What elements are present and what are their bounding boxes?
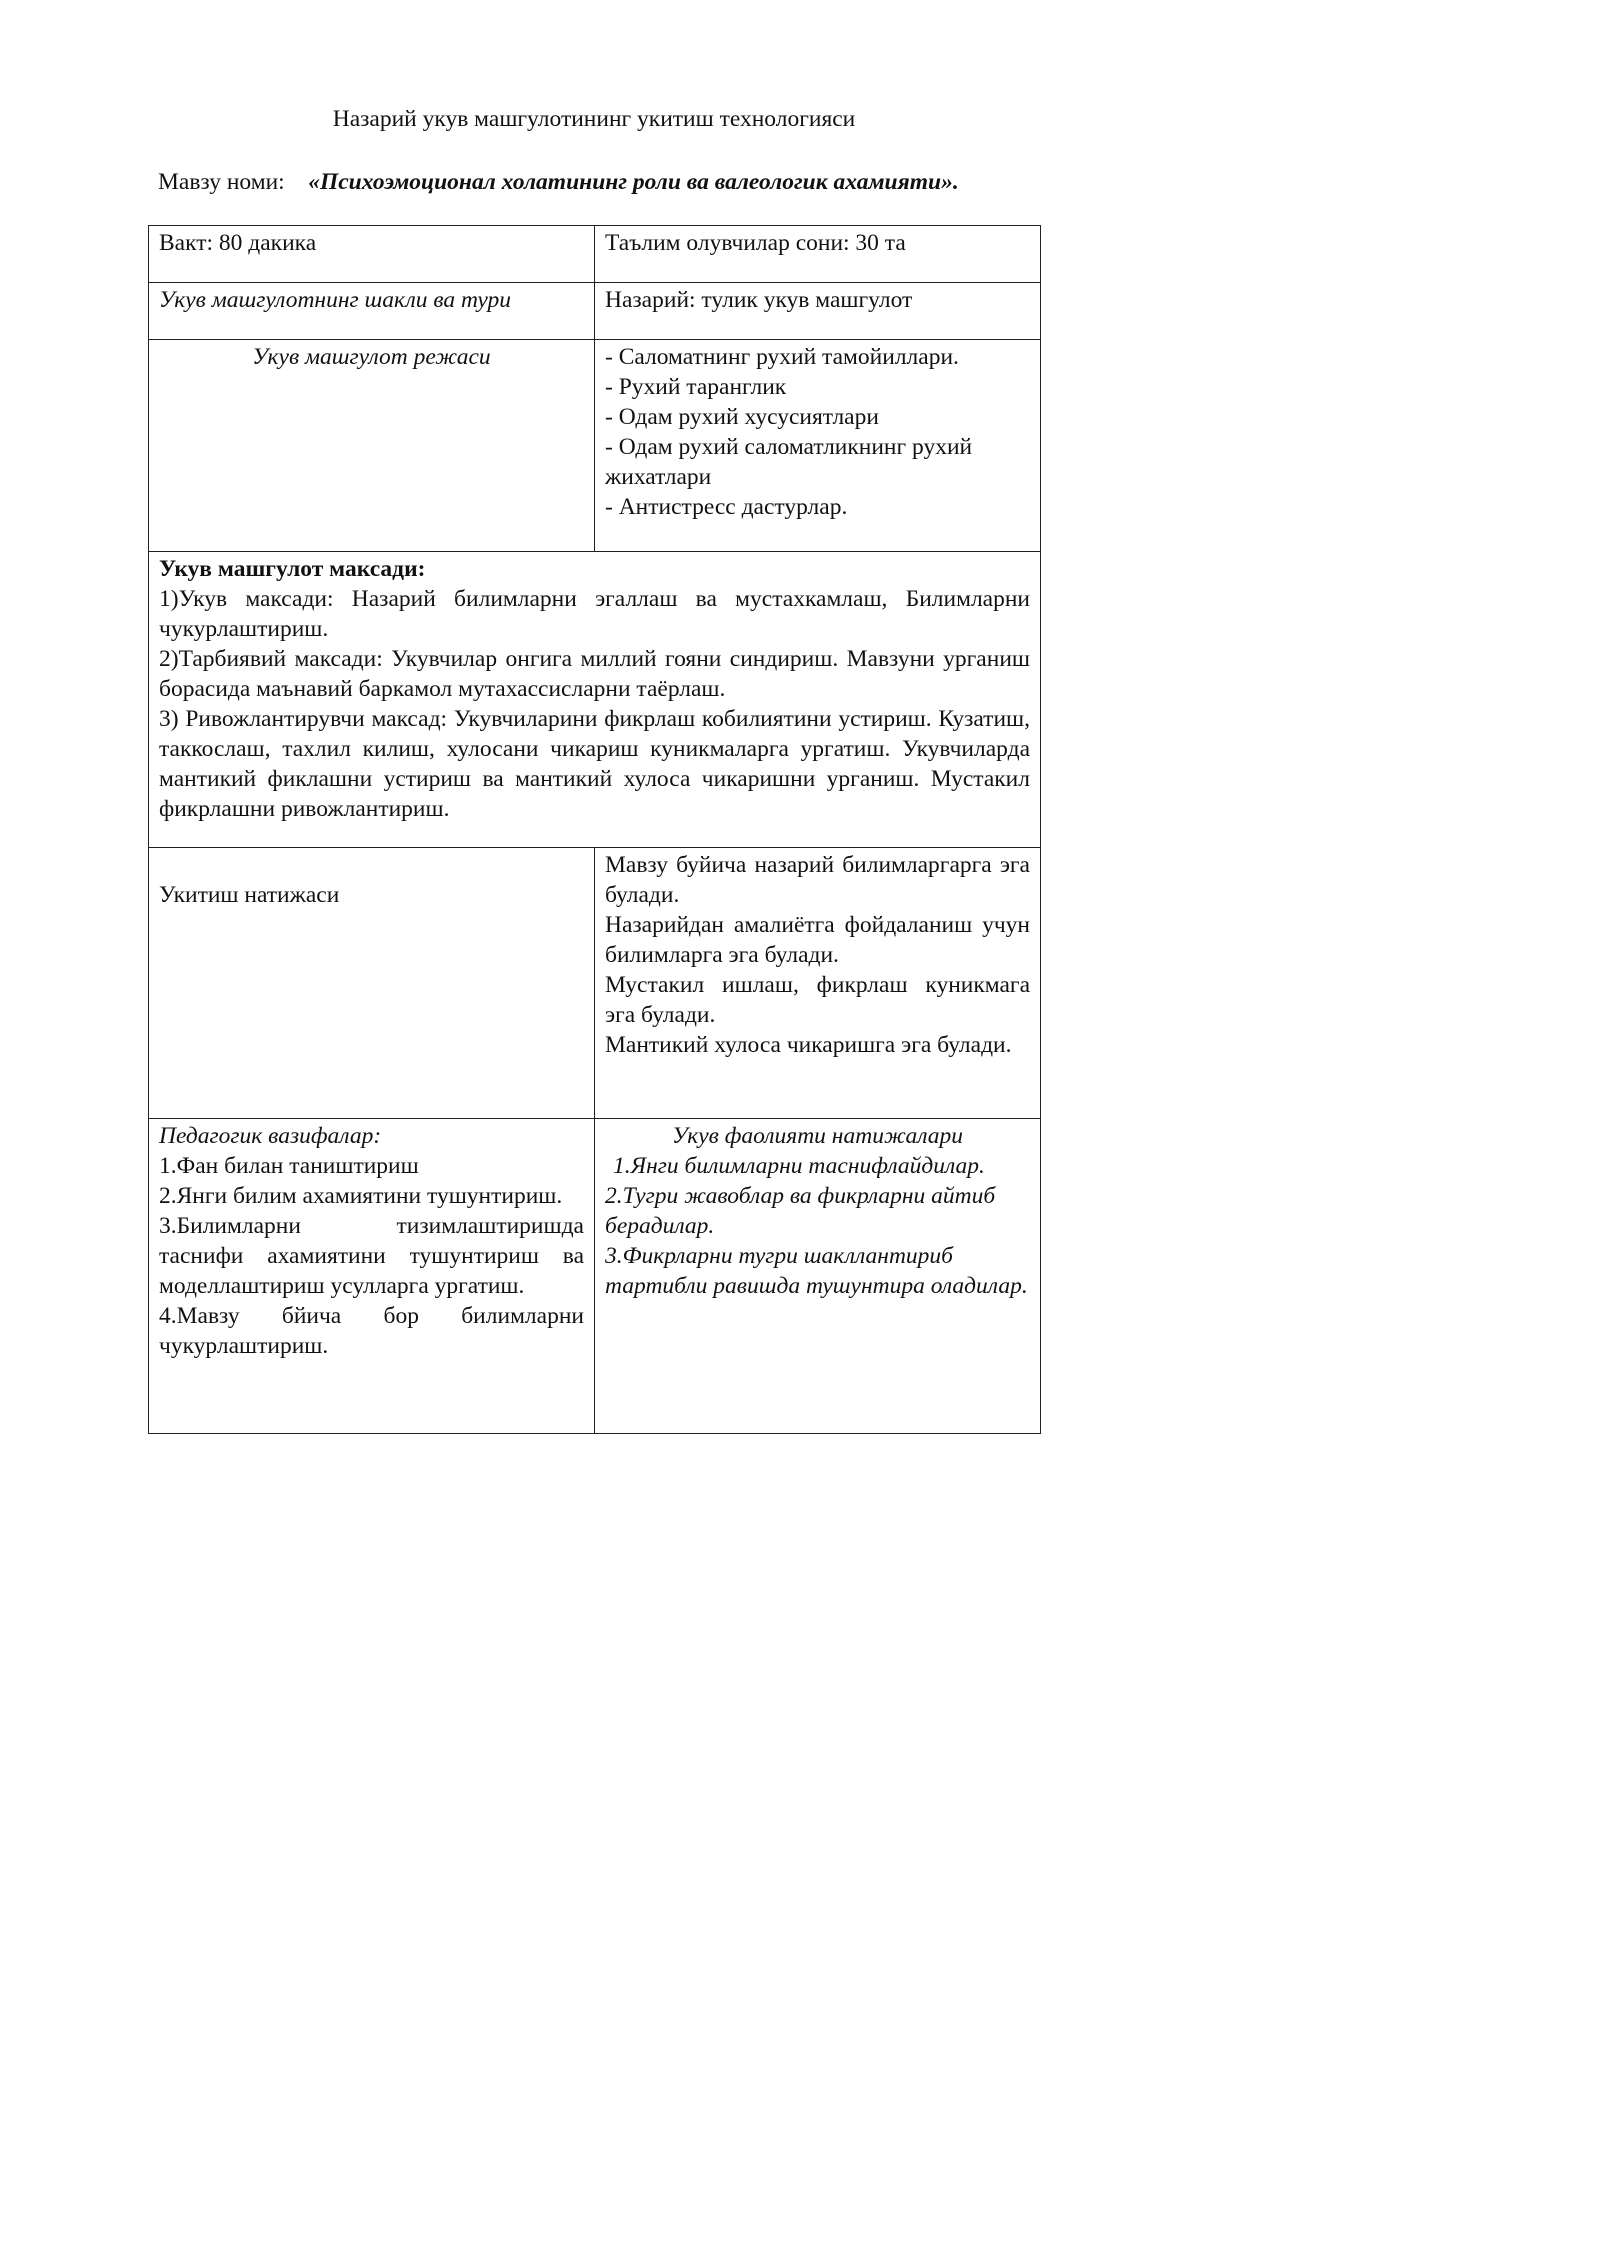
topic-line	[158, 167, 1029, 197]
activity-result: 3.Фикрларни тугри шакллантириб тартибли равишда тушунтира оладилар.	[605, 1243, 1028, 1299]
goal-item: 1)Укув максади: Назарий билимларни эгаллаш ва мустахкамлаш, Билимларни чукурлаштириш.	[159, 586, 1030, 642]
topic-label: Мавзу номи:	[158, 169, 285, 195]
pedagogical-cell	[149, 1119, 595, 1434]
plan-item: - Рухий таранглик	[605, 374, 787, 400]
results-cell	[595, 848, 1041, 1119]
goals-cell	[149, 552, 1041, 848]
pedagogical-task: 3.Билимларни тизимлаштиришда таснифи ахамиятини тушунтириш ва моделлаштириш усулларга ургатиш.	[159, 1213, 584, 1299]
table-row-form	[149, 283, 1041, 340]
activity-result: 2.Тугри жавоблар ва фикрларни айтиб берадилар.	[605, 1183, 996, 1239]
table-row-tasks	[149, 1119, 1041, 1434]
table-row-goals	[149, 552, 1041, 848]
result-item: Мустакил ишлаш, фикрлаш куникмага эга булади.	[605, 972, 1030, 1028]
time-cell: Вакт: 80 дакика	[149, 226, 595, 283]
topic-open-quote: «	[308, 169, 320, 195]
goal-item: 2)Тарбиявий максади: Укувчилар онгига миллий гояни синдириш. Мавзуни урганиш борасида маънавий баркамол мутахассисларни таёрлаш.	[159, 646, 1030, 702]
result-label-cell	[149, 848, 595, 1119]
table-row-plan	[149, 340, 1041, 552]
plan-item: - Антистресс дастурлар.	[605, 494, 848, 520]
pedagogical-task: 1.Фан билан таништириш	[159, 1153, 419, 1179]
plan-item: - Саломатнинг рухий тамойиллари.	[605, 344, 959, 370]
result-label: Укитиш натижаси	[159, 882, 340, 908]
students-cell: Таълим олувчилар сони: 30 та	[595, 226, 1041, 283]
result-item: Назарийдан амалиётга фойдаланиш учун билимларга эга булади.	[605, 912, 1030, 968]
plan-item: - Одам рухий хусусиятлари	[605, 404, 879, 430]
goal-item: 3) Ривожлантирувчи максад: Укувчиларини фикрлаш кобилиятини устириш. Кузатиш, таккослаш, тахлил килиш, хулосани чикариш куникмаларга ургатиш. Укувчиларда мантикий фиклашни устириш ва мантикий хулоса чикаришни урганиш. Мустакил фикрлашни ривожлантириш.	[159, 706, 1030, 822]
table-row-results	[149, 848, 1041, 1119]
activity-cell	[595, 1119, 1041, 1434]
form-label-cell: Укув машгулотнинг шакли ва тури	[149, 283, 595, 340]
result-item: Мантикий хулоса чикаришга эга булади.	[605, 1032, 1012, 1058]
plan-items-cell	[595, 340, 1041, 552]
lesson-plan-table	[148, 225, 1041, 1434]
pedagogical-heading: Педагогик вазифалар:	[159, 1123, 382, 1149]
result-item: Мавзу буйича назарий билимларгарга эга булади.	[605, 852, 1030, 908]
activity-result: 1.Янги билимларни таснифлайдилар.	[613, 1153, 985, 1179]
form-value-cell: Назарий: тулик укув машгулот	[595, 283, 1041, 340]
pedagogical-task: 2.Янги билим ахамиятини тушунтириш.	[159, 1183, 563, 1209]
topic-close-quote: ».	[941, 169, 959, 195]
topic-title: Психоэмоционал холатининг роли ва валеологик ахамияти	[319, 169, 942, 195]
plan-item: - Одам рухий саломатликнинг рухий жихатлари	[605, 434, 973, 490]
table-row-time	[149, 226, 1041, 283]
plan-label-cell: Укув машгулот режаси	[149, 340, 595, 552]
page-title: Назарий укув машгулотининг укитиш технологияси	[332, 106, 856, 132]
pedagogical-task: 4.Мавзу бйича бор билимларни чукурлаштириш.	[159, 1303, 584, 1359]
goals-heading: Укув машгулот максади:	[159, 556, 426, 582]
activity-heading: Укув фаолияти натижалари	[671, 1123, 964, 1149]
